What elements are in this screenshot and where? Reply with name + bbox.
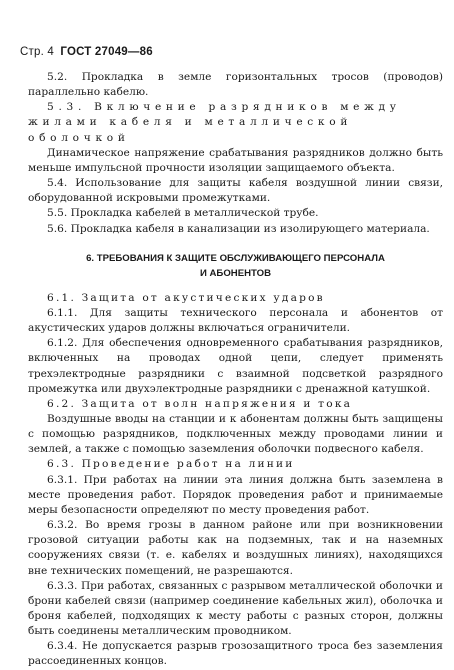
page-header — [20, 46, 153, 58]
paragraph-6-3-2: 6.3.2. Во время грозы в данном районе или при возникновении грозовой ситуации работы как на подземных, так и на наземных сооружениях связи (т. е. кабелях и воздушных линиях), находящихся вне технических помещений, не разрешаются. — [28, 519, 443, 577]
paragraph-5-3-text: Динамическое напряжение срабатывания разрядников должно быть меньше импульсной прочности изоляции защищаемого объекта. — [28, 146, 443, 174]
section-6-title-line2: И АБОНЕНТОВ — [199, 267, 272, 279]
section-6-title — [28, 251, 443, 281]
paragraph-6-1-heading: 6.1. Защита от акустических ударов — [47, 291, 325, 304]
paragraph-6-3-1: 6.3.1. При работах на линии эта линия должна быть заземлена в месте проведения работ. Порядок проведения работ и принимаемые меры безопасности определяют по месту проведения работ. — [28, 473, 443, 516]
paragraph-6-1-1: 6.1.1. Для защиты технического персонала и абонентов от акустических ударов должны включаться ограничители. — [28, 306, 443, 335]
paragraph-6-2-text: Воздушные вводы на станции и к абонентам должны быть защищены с помощью разрядников, подключенных между проводами линии и землей, а также с помощью заземления оболочки подвесного кабеля. — [28, 412, 443, 456]
paragraph-5-2: 5.2. Прокладка в земле горизонтальных тросов (проводов) параллельно кабелю. — [28, 71, 443, 99]
paragraph-6-1-2: 6.1.2. Для обеспечения одновременного срабатывания разрядников, включенных на проводах одной цепи, следует применять трехэлектродные разрядники с взаимной подсветкой разрядного промежутка или двухэлектродные разрядники с дренажной катушкой. — [28, 337, 443, 395]
standard-number: ГОСТ 27049—86 — [60, 46, 153, 58]
page-number: Стр. 4 — [20, 46, 54, 58]
paragraph-5-5: 5.5. Прокладка кабелей в металлической трубе. — [47, 207, 319, 220]
paragraph-6-3-3: 6.3.3. При работах, связанных с разрывом металлической оболочки и брони кабелей связи (например соединение кабельных жил), оболочка и броня кабелей, подходящих к месту работы с разных сторон, должны быть соединены металлическим проводником. — [28, 579, 443, 638]
section-6-title-line1: 6. ТРЕБОВАНИЯ К ЗАЩИТЕ ОБСЛУЖИВАЮЩЕГО ПЕРСОНАЛА — [86, 252, 385, 264]
paragraph-6-2-heading: 6.2. Защита от волн напряжения и тока — [47, 397, 353, 410]
paragraph-6-3-4: 6.3.4. Не допускается разрыв грозозащитного троса без заземления рассоединенных концов. — [28, 640, 443, 668]
paragraph-5-6: 5.6. Прокладка кабеля в канализации из изолирующего материала. — [47, 222, 430, 235]
paragraph-5-4: 5.4. Использование для защиты кабеля воздушной линии связи, оборудованной искровыми промежутками. — [28, 177, 443, 205]
document-body — [28, 70, 443, 670]
paragraph-5-3-heading: 5.3. Включение разрядников между жилами кабеля и металлической оболочкой — [28, 101, 401, 144]
paragraph-6-3-heading: 6.3. Проведение работ на линии — [47, 458, 295, 471]
